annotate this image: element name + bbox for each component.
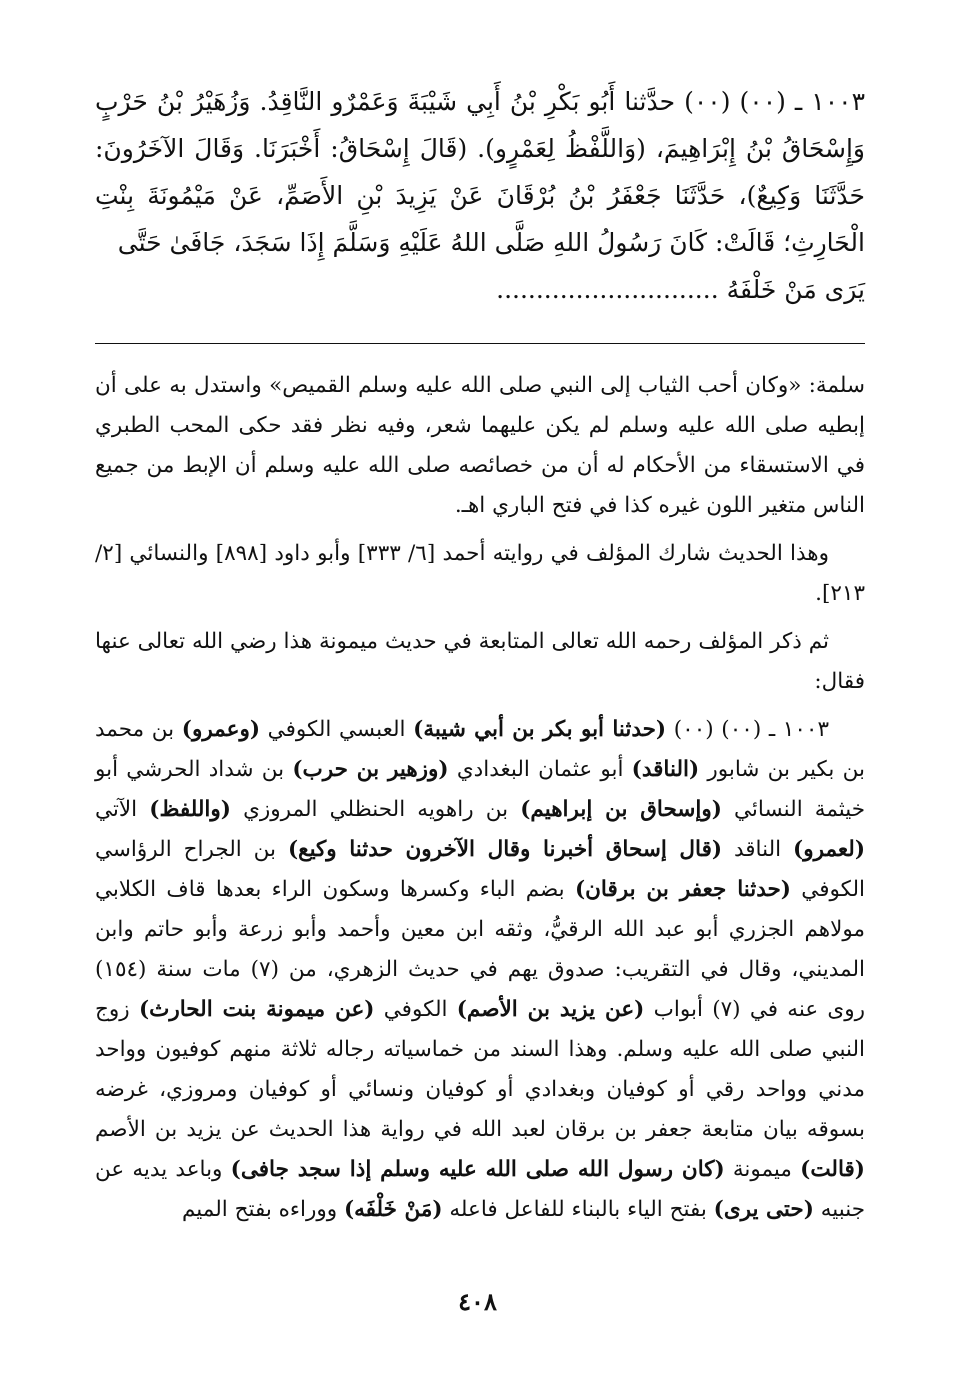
text-segment: العبسي الكوفي (260, 717, 414, 742)
bold-segment: (وإسحاق بن إبراهيم) (520, 797, 722, 822)
commentary (95, 366, 865, 1230)
page-body (95, 78, 865, 1230)
bold-segment: (حدثنا أبو بكر بن أبي شيبة) (413, 717, 667, 742)
commentary-paragraph-3-text: ثم ذكر المؤلف رحمه الله تعالى المتابعة في حديث ميمونة هذا رضي الله تعالى عنها فقال: (95, 629, 865, 694)
text-segment: بن الجراح الرؤاسي الكوفي (95, 837, 865, 902)
text-segment: أبو عثمان البغدادي (448, 757, 632, 782)
commentary-paragraph-1: سلمة: «وكان أحب الثياب إلى النبي صلى الله عليه وسلم القميص» واستدل به على أن إبطيه صلى الله عليه وسلم لم يكن عليهما شعر، وفيه نظر فقد حكى المحب الطبري في الاستسقاء من الأحكام له أن من خصائصه صلى الله عليه وسلم أن الإبط من جميع الناس متغير اللون غيره كذا في فتح الباري اهـ. (95, 373, 866, 518)
bold-segment: (قال إسحاق أخبرنا وقال الآخرون حدثنا وكيع) (287, 837, 723, 862)
bold-segment: (لعمرو) (793, 837, 865, 862)
text-segment: زوج النبي صلى الله عليه وسلم. وهذا السند من خماسياته رجاله ثلاثة منهم كوفيون وواحد مدني وواحد رقي أو كوفيان وبغدادي أو كوفيان ونسائي أو كوفيان ومروزي، غرضه بسوقه بيان متابعة جعفر بن برقان لعبد الله في رواية هذا الحديث عن يزيد بن الأصم (95, 997, 865, 1142)
text-segment: ١٠٠٣ ـ (٠٠) (٠٠) (666, 717, 829, 742)
footnote-divider (95, 343, 865, 344)
commentary-paragraph-2-text: وهذا الحديث شارك المؤلف في روايته أحمد [٦/ ٣٣٣] وأبو داود [٨٩٨] والنسائي [٢/ ٢١٣]. (95, 541, 865, 606)
hadith-paragraph: ١٠٠٣ ـ (٠٠) (٠٠) حدَّثنا أَبُو بَكْرِ بْنُ أَبِي شَيْبَةَ وَعَمْرٌو النَّاقِدُ. وَزُهَيْرُ بْنُ حَرْبٍ وَإِسْحَاقُ بْنُ إِبْرَاهِيمَ، (وَاللَّفْظُ لِعَمْرٍو). (قَالَ إِسْحَاقُ: أَخْبَرَنَا. وَقَالَ الآخَرُونَ: حَدَّثَنَا وَكِيعٌ)، حَدَّثَنَا جَعْفَرُ بْنُ بُرْقَانَ عَنْ يَزِيدَ بْنِ الأَصَمِّ، عَنْ مَيْمُونَةَ بِنْتِ الْحَارِثِ؛ قَالَتْ: كَانَ رَسُولُ اللهِ صَلَّى اللهُ عَلَيْهِ وَسَلَّمَ إِذَا سَجَدَ، جَافَىٰ حَتَّى (95, 87, 865, 257)
bold-segment: (وزهير بن حرب) (292, 757, 449, 782)
bold-segment: (عن يزيد بن الأصم) (456, 997, 645, 1022)
commentary-paragraph-3 (95, 622, 865, 702)
commentary-paragraph-2 (95, 534, 865, 614)
bold-segment: (قالت) (800, 1157, 865, 1182)
text-segment: بفتح الياء بالبناء للفاعل فاعله (442, 1197, 714, 1222)
text-segment: وباعد يديه عن جنبيه (95, 1157, 865, 1222)
bold-segment: (واللفظ) (149, 797, 231, 822)
text-segment: الكوفي (374, 997, 457, 1022)
commentary-paragraph-4 (95, 710, 865, 1230)
text-segment: ووراءه بفتح الميم (182, 1197, 344, 1222)
text-segment: بن شداد الحرشي أبو خيثمة النسائي (95, 757, 866, 822)
text-segment: ميمونة (724, 1157, 801, 1182)
text-segment: الآتي (95, 797, 150, 822)
bold-segment: (وعمرو) (181, 717, 260, 742)
text-segment: بن محمد بن بكير بن شابور (95, 717, 865, 782)
text-segment: بضم الباء وكسرها وسكون الراء بعدها قاف الكلابي مولاهم الجزري أبو عبد الله الرقيُّ، وثقه ابن معين وأحمد وأبو زرعة وأبو حاتم وابن المديني، وقال في التقريب: صدوق يهم في حديث الزهري، من (٧) مات سنة (١٥٤) روى عنه في (٧) أبواب (95, 877, 866, 1022)
bold-segment: (مَنْ خَلْفَه) (343, 1197, 443, 1222)
bold-segment: (عن ميمونة بنت الحارث) (138, 997, 375, 1022)
hadith-text (95, 78, 865, 313)
text-segment: بن راهويه الحنظلي المروزي (230, 797, 521, 822)
hadith-last-line: يَرَى مَنْ خَلْفَهُ ............................ (496, 275, 865, 304)
bold-segment: (الناقد) (631, 757, 700, 782)
bold-segment: (حدثنا جعفر بن برقان) (574, 877, 791, 902)
bold-segment: (حتى يرى) (713, 1197, 814, 1222)
bold-segment: (كان رسول الله صلى الله عليه وسلم إذا سجد جافى) (230, 1157, 725, 1182)
page-number: ٤٠٨ (458, 1287, 497, 1316)
text-segment: الناقد (722, 837, 794, 862)
